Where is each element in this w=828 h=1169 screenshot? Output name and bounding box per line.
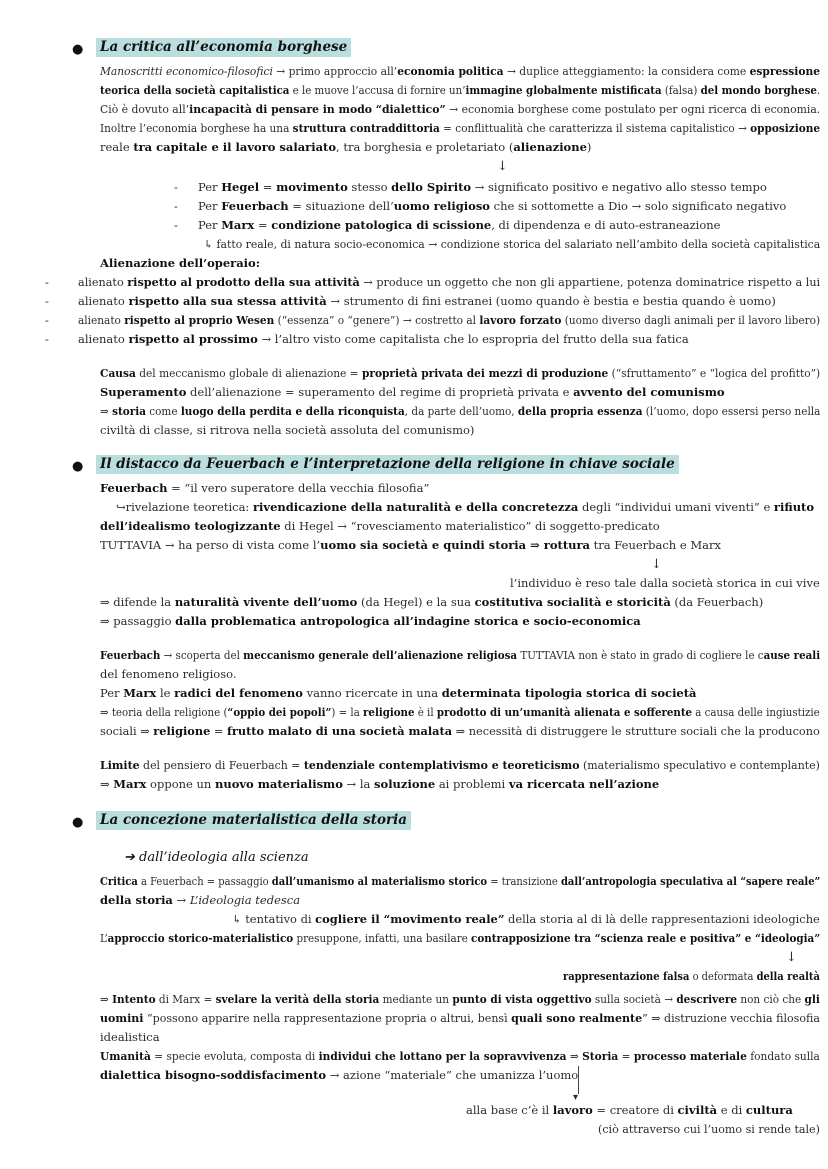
line-u2: dialettica bisogno-soddisfacimento → azione “materiale” che umanizza l’uomo <box>100 1068 579 1082</box>
line-c1: Critica a Feuerbach = passaggio dall’umanismo al materialismo storico = transizione dall’antropologia speculativa al “sapere reale” <box>100 874 821 888</box>
down-arrow-icon: ↓ <box>497 159 508 174</box>
dash: - <box>45 332 49 346</box>
line-superamento: Superamento dell’alienazione = superamento del regime di proprietà privata e avvento del comunismo <box>100 385 725 399</box>
dash: - <box>174 180 178 194</box>
line-teorica: teorica della società capitalistica e le muove l’accusa di fornire un’immagine globalmente mistificata (falsa) del mondo borghese. <box>100 83 821 97</box>
dash: - <box>45 294 49 308</box>
subheading-ideologia-scienza: ➔ dall’ideologia alla scienza <box>124 850 309 865</box>
bullet-icon: ● <box>72 42 84 57</box>
line-f2: ↪rivelazione teoretica: rivendicazione della naturalità e della concretezza degli “individui umani viventi” e rifiuto <box>116 500 815 514</box>
dash: - <box>174 218 178 232</box>
dash: - <box>174 199 178 213</box>
line-limite: Limite del pensiero di Feuerbach = tendenziale contemplativismo e teoreticismo (materialismo speculativo e contemplante) <box>100 758 820 772</box>
line-i1: ⇒ Intento di Marx = svelare la verità della storia mediante un punto di vista oggettivo sulla società → descrivere non ciò che gli <box>100 992 820 1006</box>
line-alien-prossimo: alienato rispetto al prossimo → l’altro visto come capitalista che lo espropria del frutto della sua fatica <box>78 332 689 346</box>
line-marx: Per Marx = condizione patologica di scissione, di dipendenza e di auto-estraneazione <box>198 218 721 232</box>
line-feuerbach: Per Feuerbach = situazione dell’uomo religioso che si sottomette a Dio → solo significato negativo <box>198 199 787 213</box>
connector-line <box>578 1066 579 1094</box>
dash: - <box>45 275 49 289</box>
line-r4: ⇒ teoria della religione (“oppio dei popoli”) = la religione è il prodotto di un’umanità alienata e sofferente a causa delle ingiustizie <box>100 705 820 719</box>
line-c2: della storia → L’ideologia tedesca <box>100 893 301 907</box>
line-reale: reale tra capitale e il lavoro salariato, tra borghesia e proletariato (alienazione) <box>100 140 592 154</box>
alienazione-title: Alienazione dell’operaio: <box>100 256 260 270</box>
section-heading-critica: La critica all’economia borghese <box>96 38 351 57</box>
line-c4: L’approccio storico-materialistico presuppone, infatti, una basilare contrapposizione tra “scienza reale e positiva” e “ideologia” <box>100 931 821 945</box>
line-alien-wesen: alienato rispetto al proprio Wesen (“essenza” o “genere”) → costretto al lavoro forzato (uomo diverso dagli animali per il lavoro libero) <box>78 313 821 327</box>
down-arrow-icon: ↓ <box>651 557 662 572</box>
line-alien-attivita: alienato rispetto alla sua stessa attività → strumento di fini estranei (uomo quando è bestia e bestia quando è uomo) <box>78 294 776 308</box>
line-c5: rappresentazione falsa o deformata della realtà <box>563 969 820 983</box>
line-r2: del fenomeno religioso. <box>100 667 237 681</box>
line-fatto-reale: ↳ fatto reale, di natura socio-economica → condizione storica del salariato nell’ambito della società capitalistica <box>204 238 821 251</box>
line-r3: Per Marx le radici del fenomeno vanno ricercate in una determinata tipologia storica di società <box>100 686 697 700</box>
line-r5: sociali ⇒ religione = frutto malato di una società malata ⇒ necessità di distruggere le strutture sociali che la producono <box>100 724 820 738</box>
down-arrow-icon: ↓ <box>786 950 797 965</box>
line-f3: dell’idealismo teologizzante di Hegel → “rovesciamento materialistico” di soggetto-predicato <box>100 519 660 533</box>
line-f5: ⇒ difende la naturalità vivente dell’uomo (da Hegel) e la sua costitutiva socialità e storicità (da Feuerbach) <box>100 595 764 609</box>
line-f6: ⇒ passaggio dalla problematica antropologica all’indagine storica e socio-economica <box>100 614 641 628</box>
section-heading-feuerbach: Il distacco da Feuerbach e l’interpretazione della religione in chiave sociale <box>96 455 679 474</box>
line-r1: Feuerbach → scoperta del meccanismo generale dell’alienazione religiosa TUTTAVIA non è stato in grado di cogliere le cause reali <box>100 648 821 662</box>
line-manoscritti: Manoscritti economico-filosofici → primo approccio all’economia politica → duplice atteggiamento: la considera come espressione <box>100 64 821 78</box>
line-alien-prodotto: alienato rispetto al prodotto della sua attività → produce un oggetto che non gli appartiene, potenza dominatrice rispetto a lui <box>78 275 821 289</box>
line-cio-attraverso: (ciò attraverso cui l’uomo si rende tale) <box>598 1122 820 1136</box>
line-base-lavoro: alla base c’è il lavoro = creatore di civiltà e di cultura <box>466 1103 793 1117</box>
line-nuovo-materialismo: ⇒ Marx oppone un nuovo materialismo → la soluzione ai problemi va ricercata nell’azione <box>100 777 660 791</box>
section-heading-materialistica: La concezione materialistica della storia <box>96 811 411 830</box>
line-storia: ⇒ storia come luogo della perdita e della riconquista, da parte dell’uomo, della propria essenza (l’uomo, dopo essersi perso nella <box>100 404 821 418</box>
line-u1: Umanità = specie evoluta, composta di individui che lottano per la sopravvivenza ⇒ Storia = processo materiale fondato sulla <box>100 1049 820 1063</box>
connector-arrowhead-icon: ▾ <box>573 1092 579 1103</box>
dash: - <box>45 313 49 327</box>
line-hegel: Per Hegel = movimento stesso dello Spirito → significato positivo e negativo allo stesso tempo <box>198 180 767 194</box>
bullet-icon: ● <box>72 815 84 830</box>
line-causa: Causa del meccanismo globale di alienazione = proprietà privata dei mezzi di produzione (“sfruttamento” e “logica del profitto”) <box>100 366 821 380</box>
line-individuo: l’individuo è reso tale dalla società storica in cui vive <box>510 576 820 590</box>
line-contraddittoria: Inoltre l’economia borghese ha una struttura contraddittoria = conflittualità che caratterizza il sistema capitalistico → opposizione <box>100 121 821 135</box>
line-dialettico: Ciò è dovuto all’incapacità di pensare in modo “dialettico” → economia borghese come postulato per ogni ricerca di economia. <box>100 102 821 116</box>
line-c3: ↳ tentativo di cogliere il “movimento reale” della storia al di là delle rappresentazioni ideologiche <box>232 912 820 926</box>
line-civilta: civiltà di classe, si ritrova nella società assoluta del comunismo) <box>100 423 475 437</box>
line-i3: idealistica <box>100 1030 160 1044</box>
line-f1: Feuerbach = “il vero superatore della vecchia filosofia” <box>100 481 430 495</box>
line-i2: uomini “possono apparire nella rappresentazione propria o altrui, bensì quali sono realmente” ⇒ distruzione vecchia filosofia <box>100 1011 820 1025</box>
line-f4: TUTTAVIA → ha perso di vista come l’uomo sia società e quindi storia ⇒ rottura tra Feuerbach e Marx <box>100 538 721 552</box>
bullet-icon: ● <box>72 459 84 474</box>
